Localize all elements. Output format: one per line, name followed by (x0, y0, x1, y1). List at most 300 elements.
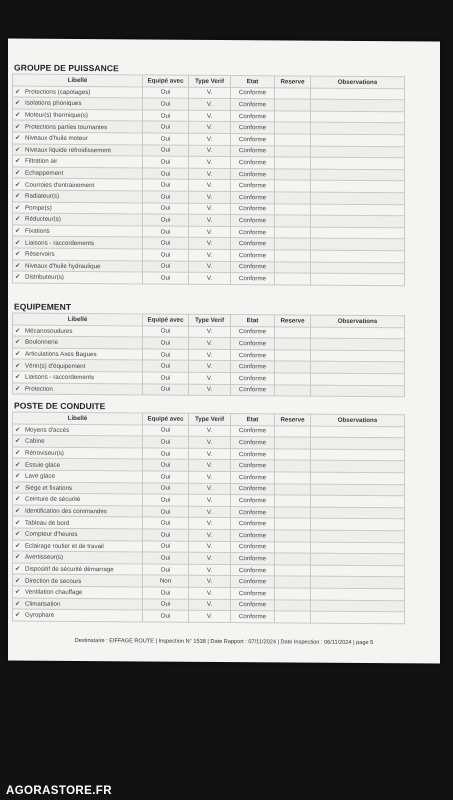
cell-verif: V. (189, 448, 231, 460)
cell-equipe: Oui (143, 121, 189, 133)
row-label: Niveaux liquide refroidissement (25, 146, 111, 155)
column-header: Equipé avec (143, 413, 189, 425)
cell-reserve (275, 261, 311, 273)
cell-verif: V. (189, 145, 231, 157)
cell-observations (311, 437, 405, 449)
column-header: Reserve (275, 76, 311, 88)
cell-verif: V. (189, 518, 231, 530)
row-label: Lave glace (25, 472, 55, 481)
section-0 (12, 63, 404, 286)
cell-reserve (275, 180, 311, 192)
table-row (13, 609, 405, 623)
cell-verif: V. (189, 122, 231, 134)
row-label: Direction de secours (25, 577, 82, 585)
column-header: Libellé (13, 313, 143, 326)
cell-equipe: Oui (143, 448, 189, 460)
cell-verif: V. (189, 529, 231, 541)
cell-observations (311, 273, 405, 285)
cell-etat: Conforme (231, 180, 275, 192)
cell-verif: V. (189, 98, 231, 110)
cell-observations (311, 588, 405, 600)
cell-verif: V. (189, 272, 231, 284)
cell-etat: Conforme (231, 361, 275, 373)
cell-observations (311, 111, 405, 123)
row-label-cell (13, 336, 143, 349)
cell-verif: V. (189, 87, 231, 99)
cell-etat: Conforme (231, 99, 275, 111)
cell-etat: Conforme (231, 564, 275, 576)
row-label-cell (13, 528, 143, 541)
report-page (8, 38, 440, 663)
cell-etat: Conforme (231, 87, 275, 99)
check-icon: ✔ (15, 134, 21, 142)
cell-etat: Conforme (231, 611, 275, 623)
cell-observations (311, 99, 405, 111)
cell-verif: V. (189, 191, 231, 203)
cell-verif: V. (189, 494, 231, 506)
row-label-cell (13, 132, 143, 145)
check-icon: ✔ (15, 611, 21, 619)
row-label-cell (13, 424, 143, 437)
check-icon: ✔ (15, 600, 21, 608)
row-label-cell (13, 167, 143, 180)
row-label-cell (13, 470, 143, 483)
row-label-cell (13, 225, 143, 238)
section-2 (12, 401, 404, 624)
cell-observations (311, 204, 405, 216)
cell-equipe: Oui (143, 598, 189, 610)
cell-reserve (275, 250, 311, 262)
cell-etat: Conforme (231, 249, 275, 261)
cell-etat: Conforme (231, 273, 275, 285)
row-label: Courroies d'entrainement (25, 181, 95, 189)
cell-equipe: Oui (143, 168, 189, 180)
cell-reserve (275, 565, 311, 577)
cell-reserve (275, 449, 311, 461)
check-icon: ✔ (15, 350, 21, 358)
cell-reserve (275, 588, 311, 600)
cell-etat: Conforme (231, 460, 275, 472)
cell-etat: Conforme (231, 518, 275, 530)
cell-etat: Conforme (231, 373, 275, 385)
cell-equipe: Oui (143, 87, 189, 99)
cell-equipe: Oui (143, 110, 189, 122)
row-label: Isolations phoniques (25, 100, 82, 108)
cell-equipe: Oui (143, 249, 189, 261)
cell-observations (311, 227, 405, 239)
cell-reserve (275, 273, 311, 285)
row-label-cell (13, 236, 143, 249)
cell-verif: V. (189, 261, 231, 273)
cell-etat: Conforme (231, 483, 275, 495)
cell-etat: Conforme (231, 384, 275, 396)
row-label: Compteur d'heures (25, 530, 78, 539)
check-icon: ✔ (15, 519, 21, 527)
cell-reserve (275, 338, 311, 350)
check-icon: ✔ (15, 461, 21, 469)
check-icon: ✔ (15, 204, 21, 212)
cell-observations (311, 518, 405, 530)
cell-equipe: Oui (143, 144, 189, 156)
row-label-cell (13, 120, 143, 133)
row-label-cell (13, 271, 143, 284)
section-title: EQUIPEMENT (14, 301, 72, 312)
row-label: Réducteur(s) (25, 216, 61, 224)
check-icon: ✔ (15, 373, 21, 381)
column-header: Equipé avec (143, 75, 189, 87)
cell-etat: Conforme (231, 110, 275, 122)
row-label: Mécanosoudures (25, 327, 73, 335)
cell-observations (311, 250, 405, 262)
cell-verif: V. (189, 337, 231, 349)
cell-observations (311, 553, 405, 565)
cell-reserve (275, 192, 311, 204)
row-label: Niveaux d'huile moteur (25, 134, 88, 143)
cell-observations (311, 350, 405, 362)
check-icon: ✔ (15, 100, 21, 108)
row-label-cell (13, 609, 143, 622)
cell-equipe: Oui (143, 610, 189, 622)
row-label: Réservoirs (25, 250, 55, 259)
check-icon: ✔ (15, 327, 21, 335)
row-label: Climatisation (25, 600, 61, 608)
cell-equipe: Oui (143, 471, 189, 483)
column-header: Equipé avec (143, 314, 189, 326)
cell-etat: Conforme (231, 529, 275, 541)
row-label-cell (13, 383, 143, 396)
cell-observations (311, 327, 405, 339)
cell-equipe: Oui (143, 494, 189, 506)
row-label: Boulonnerie (25, 339, 59, 347)
cell-equipe: Oui (143, 425, 189, 437)
row-label: Fixations (25, 227, 50, 235)
cell-verif: V. (189, 326, 231, 338)
row-label: Essuie glace (25, 461, 61, 469)
column-header: Libellé (13, 412, 143, 425)
cell-reserve (275, 122, 311, 134)
cell-equipe: Oui (143, 226, 189, 238)
cell-equipe: Oui (143, 372, 189, 384)
cell-equipe: Oui (143, 564, 189, 576)
check-icon: ✔ (15, 588, 21, 596)
cell-verif: V. (189, 610, 231, 622)
row-label-cell (13, 493, 143, 506)
cell-verif: V. (189, 425, 231, 437)
row-label: Identification des commandes (25, 507, 107, 516)
cell-verif: V. (189, 587, 231, 599)
row-label: Cabine (25, 438, 45, 446)
cell-etat: Conforme (231, 349, 275, 361)
cell-observations (311, 460, 405, 472)
cell-etat: Conforme (231, 587, 275, 599)
cell-verif: V. (189, 564, 231, 576)
cell-observations (311, 530, 405, 542)
row-label: Pompe(s) (25, 204, 52, 212)
cell-reserve (275, 203, 311, 215)
cell-reserve (275, 169, 311, 181)
cell-etat: Conforme (231, 472, 275, 484)
cell-reserve (275, 541, 311, 553)
cell-verif: V. (189, 541, 231, 553)
row-label-cell (13, 260, 143, 273)
cell-equipe: Oui (143, 156, 189, 168)
cell-verif: V. (189, 214, 231, 226)
cell-observations (311, 134, 405, 146)
cell-observations (311, 600, 405, 612)
row-label-cell (13, 482, 143, 495)
row-label-cell (13, 516, 143, 529)
cell-observations (311, 507, 405, 519)
column-header: Libellé (13, 74, 143, 87)
cell-equipe: Oui (143, 436, 189, 448)
cell-verif: V. (189, 460, 231, 472)
table-row (13, 383, 405, 397)
cell-verif: V. (189, 168, 231, 180)
cell-reserve (275, 238, 311, 250)
cell-observations (311, 565, 405, 577)
cell-observations (311, 238, 405, 250)
row-label-cell (13, 97, 143, 110)
row-label: Protection (25, 385, 53, 393)
check-icon: ✔ (15, 484, 21, 492)
cell-etat: Conforme (231, 437, 275, 449)
row-label-cell (13, 359, 143, 372)
check-icon: ✔ (15, 426, 21, 434)
check-icon: ✔ (15, 227, 21, 235)
cell-etat: Conforme (231, 145, 275, 157)
row-label: Moteur(s) thermique(s) (25, 111, 88, 120)
check-icon: ✔ (15, 542, 21, 550)
cell-equipe: Oui (143, 179, 189, 191)
cell-etat: Conforme (231, 553, 275, 565)
row-label: Radiateur(s) (25, 192, 60, 201)
cell-verif: V. (189, 599, 231, 611)
cell-observations (311, 385, 405, 397)
cell-equipe: Oui (143, 133, 189, 145)
check-icon: ✔ (15, 449, 21, 457)
check-icon: ✔ (15, 215, 21, 224)
column-header: Observations (311, 414, 405, 426)
column-header: Type Verif (189, 314, 231, 326)
section-1 (12, 302, 404, 398)
cell-reserve (275, 599, 311, 611)
cell-etat: Conforme (231, 448, 275, 460)
section-title: GROUPE DE PUISSANCE (14, 62, 119, 74)
check-icon: ✔ (15, 111, 21, 119)
cell-etat: Conforme (231, 168, 275, 180)
inspection-table (12, 412, 405, 624)
cell-verif: V. (189, 110, 231, 122)
cell-reserve (275, 611, 311, 623)
column-header: Etat (231, 76, 275, 88)
row-label: Liaisons - raccordements (25, 373, 95, 382)
inspection-table (12, 74, 405, 286)
cell-observations (311, 180, 405, 192)
cell-verif: V. (189, 384, 231, 396)
row-label-cell (13, 574, 143, 587)
watermark: AGORASTORE.FR (6, 785, 112, 797)
cell-etat: Conforme (231, 326, 275, 338)
check-icon: ✔ (15, 362, 21, 370)
cell-reserve (275, 157, 311, 169)
cell-reserve (275, 576, 311, 588)
row-label: Siège et fixations (25, 484, 73, 492)
cell-verif: V. (189, 349, 231, 361)
cell-reserve (275, 373, 311, 385)
check-icon: ✔ (15, 339, 21, 347)
table-row (13, 271, 405, 285)
cell-reserve (275, 326, 311, 338)
check-icon: ✔ (15, 495, 21, 504)
cell-verif: V. (189, 203, 231, 215)
row-label: Vérin(s) d'équipement (25, 362, 86, 370)
cell-etat: Conforme (231, 226, 275, 238)
cell-etat: Conforme (231, 506, 275, 518)
cell-verif: V. (189, 226, 231, 238)
row-label: Rétroviseur(s) (25, 449, 64, 457)
cell-equipe: Oui (143, 529, 189, 541)
row-label-cell (13, 144, 143, 157)
row-label-cell (13, 348, 143, 361)
cell-reserve (275, 145, 311, 157)
cell-observations (311, 542, 405, 554)
row-label-cell (13, 540, 143, 553)
check-icon: ✔ (15, 385, 21, 393)
cell-etat: Conforme (231, 157, 275, 169)
cell-etat: Conforme (231, 495, 275, 507)
row-label: Ventilation chauffage (25, 588, 83, 597)
row-label: Filtration air (25, 158, 58, 166)
cell-reserve (275, 99, 311, 111)
cell-observations (311, 449, 405, 461)
check-icon: ✔ (15, 192, 21, 200)
cell-equipe: Oui (143, 587, 189, 599)
cell-observations (311, 361, 405, 373)
row-label: Avertisseur(s) (25, 554, 64, 562)
row-label-cell (13, 155, 143, 168)
row-label: Eclairage routier et de travail (25, 542, 104, 550)
cell-equipe: Oui (143, 337, 189, 349)
inspection-table (12, 313, 405, 398)
row-label-cell (13, 435, 143, 448)
cell-verif: V. (189, 506, 231, 518)
cell-reserve (275, 111, 311, 123)
cell-equipe: Oui (143, 214, 189, 226)
check-icon: ✔ (15, 530, 21, 538)
cell-verif: V. (189, 180, 231, 192)
row-label-cell (13, 447, 143, 460)
check-icon: ✔ (15, 181, 21, 189)
row-label: Distributeur(s) (25, 274, 64, 282)
check-icon: ✔ (15, 565, 21, 573)
cell-verif: V. (189, 238, 231, 250)
cell-equipe: Oui (143, 260, 189, 272)
row-label-cell (13, 371, 143, 384)
cell-etat: Conforme (231, 599, 275, 611)
cell-reserve (275, 425, 311, 437)
row-label-cell (13, 202, 143, 215)
cell-equipe: Oui (143, 98, 189, 110)
check-icon: ✔ (15, 507, 21, 515)
row-label: Moyens d'accès (25, 426, 70, 434)
cell-reserve (275, 134, 311, 146)
check-icon: ✔ (15, 169, 21, 177)
row-label: Articulations Axes Bagues (25, 350, 97, 359)
check-icon: ✔ (15, 262, 21, 270)
cell-observations (311, 338, 405, 350)
column-header: Type Verif (189, 413, 231, 425)
row-label: Ceinture de sécurité (25, 496, 81, 504)
cell-reserve (275, 227, 311, 239)
cell-etat: Conforme (231, 576, 275, 588)
cell-verif: V. (189, 361, 231, 373)
cell-equipe: Oui (143, 482, 189, 494)
row-label-cell (13, 190, 143, 203)
cell-equipe: Oui (143, 383, 189, 395)
cell-observations (311, 484, 405, 496)
cell-observations (311, 611, 405, 623)
cell-reserve (275, 483, 311, 495)
cell-reserve (275, 495, 311, 507)
cell-equipe: Oui (143, 326, 189, 338)
cell-observations (311, 146, 405, 158)
cell-observations (311, 157, 405, 169)
cell-observations (311, 426, 405, 438)
cell-reserve (275, 361, 311, 373)
cell-verif: V. (189, 156, 231, 168)
cell-reserve (275, 350, 311, 362)
cell-reserve (275, 507, 311, 519)
cell-observations (311, 169, 405, 181)
row-label-cell (13, 248, 143, 261)
cell-reserve (275, 460, 311, 472)
cell-verif: V. (189, 436, 231, 448)
cell-equipe: Oui (143, 272, 189, 284)
row-label: Liaisons - raccordements (25, 239, 95, 247)
cell-etat: Conforme (231, 425, 275, 437)
cell-etat: Conforme (231, 541, 275, 553)
column-header: Reserve (275, 414, 311, 426)
cell-observations (311, 373, 405, 385)
row-label-cell (13, 505, 143, 518)
cell-observations (311, 215, 405, 227)
cell-reserve (275, 215, 311, 227)
check-icon: ✔ (15, 472, 21, 480)
row-label-cell (13, 598, 143, 611)
check-icon: ✔ (15, 157, 21, 166)
cell-verif: V. (189, 471, 231, 483)
row-label-cell (13, 563, 143, 576)
column-header: Reserve (275, 315, 311, 327)
cell-equipe: Oui (143, 506, 189, 518)
column-header: Etat (231, 315, 275, 327)
cell-reserve (275, 518, 311, 530)
row-label: Tableau de bord (25, 519, 70, 527)
cell-observations (311, 472, 405, 484)
row-label: Echappement (25, 169, 64, 177)
check-icon: ✔ (15, 250, 21, 258)
check-icon: ✔ (15, 239, 21, 247)
column-header: Observations (311, 76, 405, 88)
cell-equipe: Oui (143, 349, 189, 361)
row-label-cell (13, 551, 143, 564)
check-icon: ✔ (15, 88, 21, 96)
row-label-cell (13, 325, 143, 338)
cell-reserve (275, 553, 311, 565)
check-icon: ✔ (15, 146, 21, 154)
cell-observations (311, 576, 405, 588)
cell-observations (311, 262, 405, 274)
